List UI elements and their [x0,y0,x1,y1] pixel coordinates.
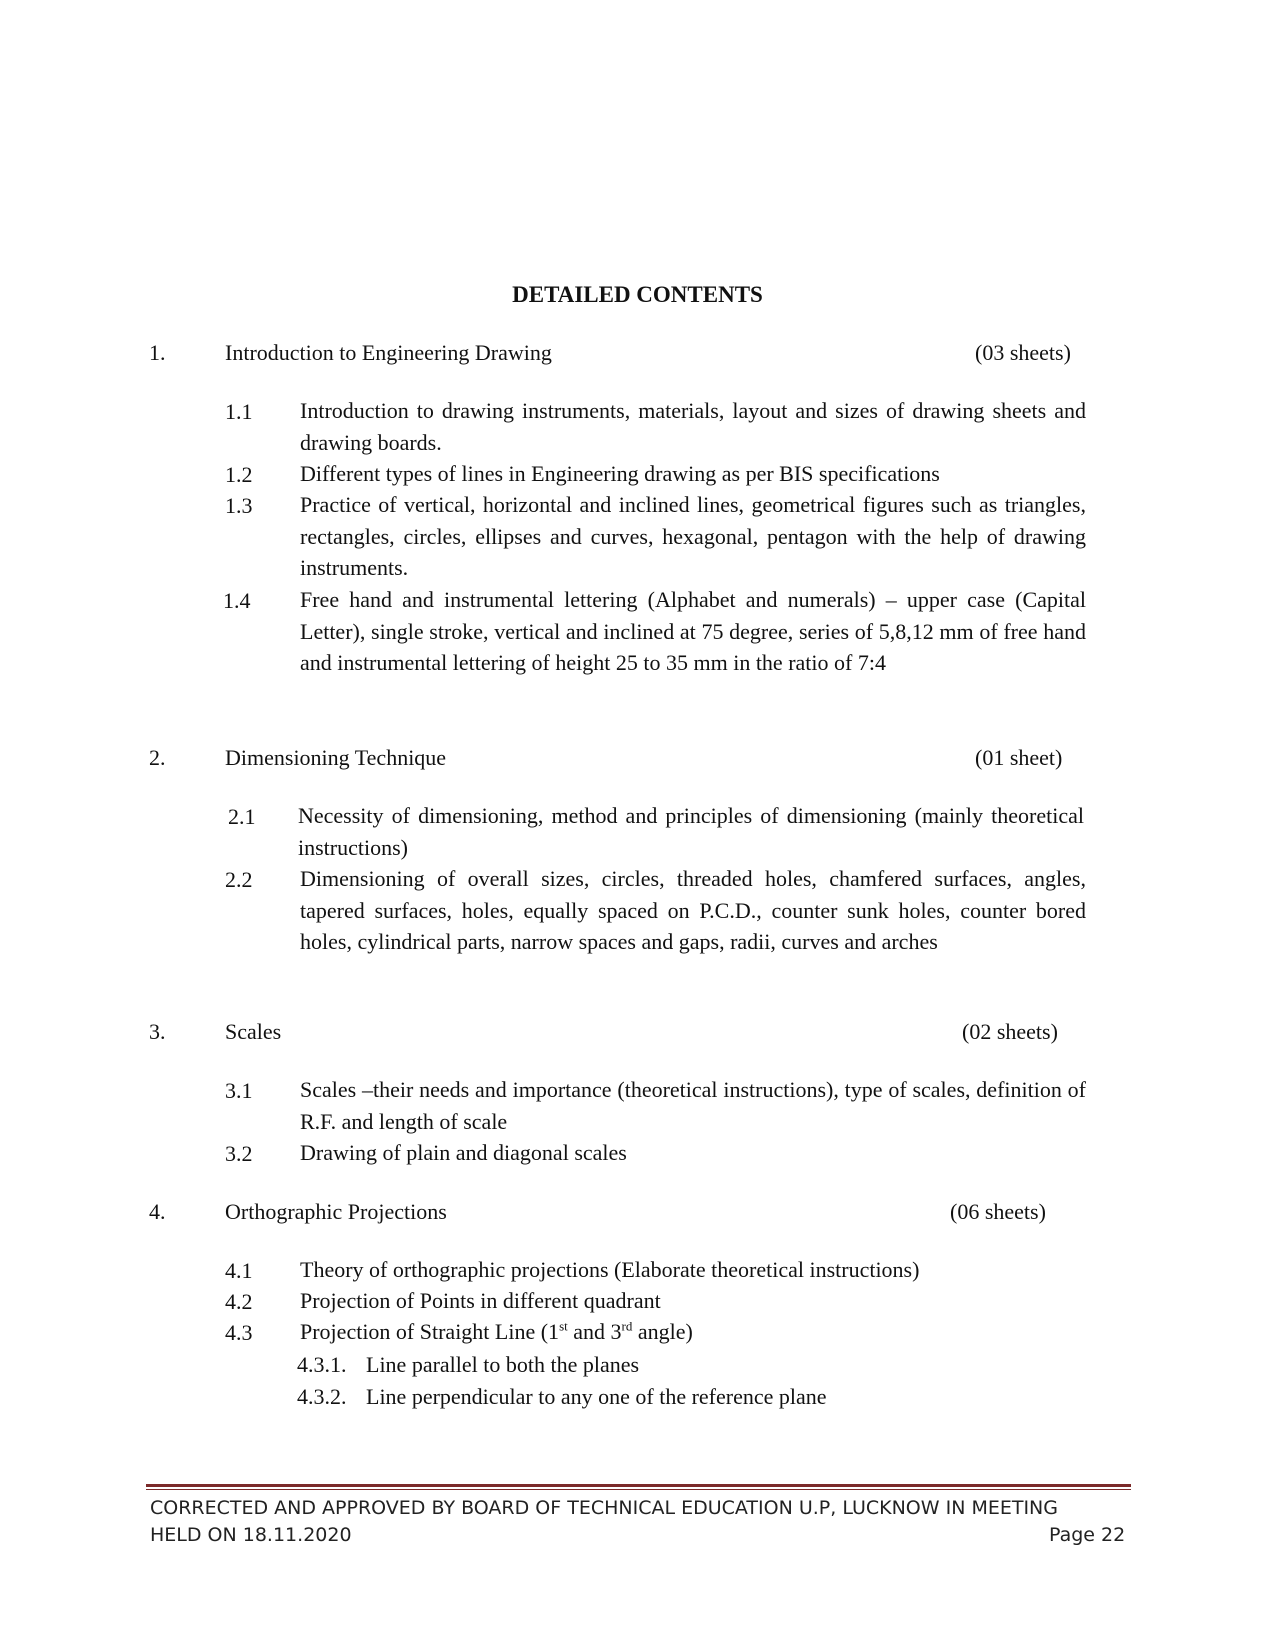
section-title: Introduction to Engineering Drawing [225,340,552,365]
page-number: Page 22 [1049,1524,1126,1546]
item-number: 2.1 [228,804,256,829]
section-title: Orthographic Projections [225,1199,447,1224]
item-text: Necessity of dimensioning, method and principles of dimensioning (mainly theoretical instructions) [298,803,1084,860]
item-number: 3.2 [225,1141,253,1166]
item-number: 1.2 [225,462,253,487]
footer-rule [146,1484,1131,1487]
section-number: 1. [149,340,166,365]
section-number: 4. [149,1199,166,1224]
footer-rule-thin [146,1489,1131,1490]
item-number: 2.2 [225,867,253,892]
item-number: 3.1 [225,1078,253,1103]
item-text: Drawing of plain and diagonal scales [300,1140,627,1165]
item-text: Projection of Points in different quadrant [300,1288,661,1313]
section-title: Scales [225,1019,282,1044]
item-text: Dimensioning of overall sizes, circles, threaded holes, chamfered surfaces, angles, tapered surfaces, holes, equally spaced on P.C.D., counter sunk holes, counter bored holes, cylindrical parts, narrow spaces and gaps, radii, curves and arches [300,866,1086,954]
item-text: Scales –their needs and importance (theoretical instructions), type of scales, definition of R.F. and length of scale [300,1077,1086,1134]
item-text: Free hand and instrumental lettering (Alphabet and numerals) – upper case (Capital Letter), single stroke, vertical and inclined at 75 degree, series of 5,8,12 mm of free hand and instrumental lettering of height 25 to 35 mm in the ratio of 7:4 [300,587,1086,675]
section-sheets: (06 sheets) [950,1199,1046,1224]
subitem-number: 4.3.1. [297,1352,347,1377]
section-title: Dimensioning Technique [225,745,447,770]
subitem-text: Line perpendicular to any one of the reference plane [366,1384,827,1409]
section-sheets: (02 sheets) [962,1019,1058,1044]
item-text: Introduction to drawing instruments, materials, layout and sizes of drawing sheets and drawing boards. [300,398,1086,455]
item-number: 4.2 [225,1289,253,1314]
section-sheets: (03 sheets) [975,340,1071,365]
section-sheets: (01 sheet) [975,745,1063,770]
item-number: 1.4 [223,588,251,613]
item-text: Theory of orthographic projections (Elaborate theoretical instructions) [300,1257,920,1282]
item-number: 1.1 [225,399,253,424]
subitem-number: 4.3.2. [297,1384,347,1409]
subitem-text: Line parallel to both the planes [366,1352,640,1377]
item-text: Different types of lines in Engineering drawing as per BIS specifications [300,461,940,486]
page-title: DETAILED CONTENTS [512,282,763,307]
item-number: 1.3 [225,493,253,518]
item-number: 4.1 [225,1258,253,1283]
item-number: 4.3 [225,1320,253,1345]
footer-approval-line: CORRECTED AND APPROVED BY BOARD OF TECHNICAL EDUCATION U.P, LUCKNOW IN MEETING [150,1497,1058,1519]
item-text: Projection of Straight Line (1st and 3rd angle) [300,1318,693,1344]
footer-meeting-date: HELD ON 18.11.2020 [150,1524,352,1546]
section-number: 2. [149,745,166,770]
item-text: Practice of vertical, horizontal and inclined lines, geometrical figures such as triangles, rectangles, circles, ellipses and curves, hexagonal, pentagon with the help of drawing instruments. [300,492,1086,580]
section-number: 3. [149,1019,166,1044]
